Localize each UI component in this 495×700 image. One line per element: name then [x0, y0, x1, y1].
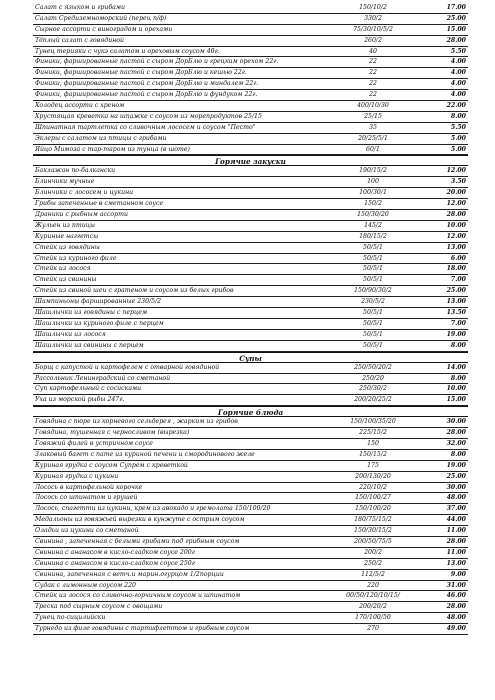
- dish-weight: 50/5/1: [363, 254, 383, 262]
- dish-price: 5.50: [450, 47, 466, 55]
- menu-row: [33, 461, 468, 472]
- dish-name: Холодец ассорти с хреном: [35, 102, 125, 110]
- dish-weight: 400/10/30: [357, 102, 389, 110]
- menu-row: [33, 232, 468, 243]
- menu-row: [33, 90, 468, 101]
- dish-price: 7.00: [450, 319, 466, 327]
- menu-row: [33, 47, 468, 58]
- dish-name: Финики, фаршированные пастой с сыром ДорБлю и грецким орехом 22г.: [35, 58, 279, 66]
- menu-row: [33, 624, 468, 635]
- dish-price: 28.00: [446, 211, 466, 219]
- dish-name: Тунец терияки с чукэ салатом и ореховым соусом 40г.: [35, 47, 220, 55]
- menu-row: [33, 68, 468, 79]
- dish-price: 8.00: [450, 341, 466, 349]
- dish-name: Жульен из птицы: [35, 221, 96, 229]
- menu-row: [33, 493, 468, 504]
- menu-row: [33, 570, 468, 581]
- menu-row: [33, 613, 468, 624]
- dish-name: Свинина , запеченная с белыми грибами под грибным соусом: [35, 537, 240, 545]
- dish-price: 12.00: [446, 167, 466, 175]
- dish-name: Медальоны из говяжьей вырезки в кунжуте с острым соусом: [35, 516, 245, 524]
- dish-price: 10.00: [446, 221, 466, 229]
- dish-name: Говядина с пюре из корневого сельдерея , жарким из грибов: [35, 418, 238, 426]
- dish-name: Свинина с ананасом в кисло-сладком соусе 250г: [35, 559, 195, 567]
- dish-price: 11.00: [446, 548, 466, 556]
- dish-weight: 220/10/2: [359, 483, 387, 491]
- menu-row: [33, 3, 468, 14]
- dish-name: Шашлычки из лосося: [35, 330, 106, 338]
- menu-row: [33, 264, 468, 275]
- menu-row: [33, 79, 468, 90]
- menu-table: [33, 3, 468, 635]
- dish-name: Шампиньоны фаршированные 230/5/2: [35, 298, 162, 306]
- dish-price: 19.00: [446, 461, 466, 469]
- dish-price: 4.00: [450, 69, 466, 77]
- dish-price: 25.00: [446, 287, 466, 295]
- menu-row: [33, 395, 468, 406]
- dish-name: Драники с рыбным ассорти: [35, 211, 128, 219]
- dish-weight: 330/2: [364, 14, 382, 22]
- dish-price: 28.00: [446, 36, 466, 44]
- dish-name: Финики, фаршированные пастой с сыром ДорБлю и фундуком 22г.: [35, 91, 258, 99]
- dish-name: Финики, фаршированные пастой с сыром ДорБлю и кешью 22г.: [35, 69, 247, 77]
- dish-weight: 260/2: [364, 36, 382, 44]
- menu-row: [33, 123, 468, 134]
- dish-weight: 270: [367, 625, 379, 633]
- dish-price: 13.00: [446, 559, 466, 567]
- dish-name: Борщ с капустой и картофелем с отварной говядиной: [35, 363, 220, 371]
- dish-price: 31.00: [446, 581, 466, 589]
- cold-items-group: [33, 3, 468, 155]
- dish-weight: 150/15/2: [359, 450, 387, 458]
- dish-name: Стейк из свиной шеи с гратеном и соусом из белых грибов: [35, 287, 234, 295]
- dish-weight: 150/10/2: [359, 4, 387, 11]
- dish-price: 10.00: [446, 385, 466, 393]
- dish-price: 30.00: [446, 483, 466, 491]
- dish-weight: 150/2: [364, 200, 382, 208]
- dish-price: 20.00: [446, 189, 466, 197]
- hot-dishes-group: [33, 417, 468, 635]
- dish-weight: 50/5/1: [363, 265, 383, 273]
- dish-price: 12.00: [446, 232, 466, 240]
- section-hot-snacks: Горячие закуски: [33, 155, 468, 166]
- menu-row: [33, 417, 468, 428]
- menu-row: [33, 101, 468, 112]
- dish-weight: 145/2: [364, 221, 382, 229]
- dish-name: Оладьи из цукини со сметаной: [35, 527, 139, 535]
- dish-weight: 50/5/1: [363, 319, 383, 327]
- dish-name: Свинина с ананасом в кисло-сладком соусе 200г: [35, 548, 195, 556]
- dish-weight: 25/15: [364, 112, 382, 120]
- dish-price: 6.00: [450, 254, 466, 262]
- dish-price: 19.00: [446, 330, 466, 338]
- menu-row: [33, 472, 468, 483]
- dish-name: Судак с лимонным соусом 220: [35, 581, 136, 589]
- dish-weight: 60/1: [366, 145, 380, 153]
- menu-row: [33, 221, 468, 232]
- dish-name: Хрустящая креветка на шпажке с соусом из морепродуктов 25/15: [35, 112, 262, 120]
- menu-row: [33, 384, 468, 395]
- menu-row: [33, 439, 468, 450]
- menu-row: [33, 210, 468, 221]
- dish-name: Злаковый багет с пате из куриной печени и смородинового желе: [35, 450, 255, 458]
- dish-name: Салат Средиземноморский (перец п/ф): [35, 14, 167, 22]
- menu-row: [33, 188, 468, 199]
- dish-name: Блинчики с лососем и цукини: [35, 189, 134, 197]
- menu-row: [33, 602, 468, 613]
- dish-weight: 220: [367, 581, 379, 589]
- menu-row: [33, 254, 468, 265]
- hot-snacks-group: [33, 166, 468, 351]
- dish-weight: 170/100/50: [355, 614, 391, 622]
- menu-row: [33, 145, 468, 156]
- dish-weight: 22: [369, 80, 377, 88]
- dish-price: 8.00: [450, 112, 466, 120]
- dish-name: Лосось со шпинатом и грушей: [35, 494, 138, 502]
- dish-price: 15.00: [446, 396, 466, 404]
- dish-price: 48.00: [446, 494, 466, 502]
- dish-weight: 150/100/20: [355, 505, 391, 513]
- dish-weight: 112/5/2: [361, 570, 385, 578]
- dish-price: 30.00: [446, 418, 466, 426]
- dish-price: 7.00: [450, 276, 466, 284]
- dish-name: Говядина, тушенная с черносливом (вырезка): [35, 429, 190, 437]
- dish-weight: 22: [369, 91, 377, 99]
- dish-weight: 150/30/20: [357, 211, 389, 219]
- menu-row: [33, 483, 468, 494]
- dish-weight: 230/5/2: [361, 298, 385, 306]
- menu-row: [33, 428, 468, 439]
- dish-weight: 200/20/25/2: [354, 396, 392, 404]
- menu-row: [33, 112, 468, 123]
- dish-price: 49.00: [446, 625, 466, 633]
- dish-weight: 180/75/15/2: [354, 516, 392, 524]
- dish-price: 46.00: [446, 592, 466, 600]
- menu-row: [33, 548, 468, 559]
- dish-weight: 200/50/75/5: [354, 537, 392, 545]
- section-soups: Супы: [33, 352, 468, 363]
- dish-weight: 75/30/10/5/2: [353, 25, 393, 33]
- dish-weight: 225/15/2: [359, 429, 387, 437]
- dish-price: 9.00: [450, 570, 466, 578]
- dish-name: Говяжий филей в устричном соусе: [35, 439, 153, 447]
- dish-name: Стейк из свинины: [35, 276, 97, 284]
- dish-price: 5.50: [450, 123, 466, 131]
- menu-row: [33, 134, 468, 145]
- dish-price: 8.00: [450, 374, 466, 382]
- dish-weight: 190/15/2: [359, 167, 387, 175]
- dish-name: Салат с языком и грибами: [35, 4, 125, 11]
- dish-name: Грибы запеченные в сметанном соусе: [35, 200, 164, 208]
- dish-name: Рассольник Ленинградский со сметаной: [35, 374, 171, 382]
- dish-weight: 20/25/5/1: [358, 134, 388, 142]
- dish-weight: 200/130/20: [355, 472, 391, 480]
- dish-name: Сырное ассорти с виноградом и орехами: [35, 25, 173, 33]
- dish-price: 4.00: [450, 80, 466, 88]
- menu-row: [33, 57, 468, 68]
- dish-weight: 150/100/27: [355, 494, 391, 502]
- dish-weight: 40: [369, 47, 377, 55]
- dish-price: 37.00: [446, 505, 466, 513]
- dish-price: 28.00: [446, 429, 466, 437]
- menu-row: [33, 341, 468, 352]
- dish-price: 3.50: [450, 178, 466, 186]
- dish-name: Куриная грудка с цукини: [35, 472, 119, 480]
- dish-name: Куриные наггетсы: [35, 232, 99, 240]
- dish-weight: 200/2: [364, 548, 382, 556]
- dish-weight: 200/20/2: [359, 603, 387, 611]
- dish-weight: 22: [369, 58, 377, 66]
- menu-row: [33, 363, 468, 374]
- dish-name: Стейк из лосося со сливочно-горчичным соусом и шпинатом: [35, 592, 241, 600]
- dish-price: 48.00: [446, 614, 466, 622]
- dish-weight: 180/15/2: [359, 232, 387, 240]
- dish-name: Шашлычки из куриного филе с перцем: [35, 319, 164, 327]
- dish-weight: 22: [369, 69, 377, 77]
- dish-price: 13.50: [446, 309, 466, 317]
- soups-group: [33, 363, 468, 407]
- dish-price: 12.00: [446, 200, 466, 208]
- dish-name: Треска под сырным соусом с овощами: [35, 603, 163, 611]
- dish-weight: 35: [369, 123, 377, 131]
- dish-name: Турнедо из филе говядины с тартифлеттом и грибным соусом: [35, 625, 250, 633]
- dish-price: 44.00: [446, 516, 466, 524]
- dish-name: Яйцо Мимоза с тар-таром из тунца (в шоте): [35, 145, 190, 153]
- dish-price: 25.00: [446, 14, 466, 22]
- dish-price: 17.00: [446, 4, 466, 11]
- dish-name: Баклажан по-балкански: [35, 167, 116, 175]
- menu-row: [33, 308, 468, 319]
- dish-weight: 150/100/35/20: [350, 418, 396, 426]
- dish-price: 14.00: [446, 363, 466, 371]
- dish-price: 28.00: [446, 537, 466, 545]
- dish-name: Суп картофельный с сосисками: [35, 385, 142, 393]
- dish-weight: 100/30/1: [359, 189, 387, 197]
- menu-row: [33, 275, 468, 286]
- dish-price: 28.00: [446, 603, 466, 611]
- dish-name: Свинина, запеченная с ветч.и марин.огурцом 1/2порции: [35, 570, 224, 578]
- menu-row: [33, 14, 468, 25]
- menu-row: [33, 25, 468, 36]
- menu-row: [33, 199, 468, 210]
- dish-price: 22.00: [446, 102, 466, 110]
- dish-price: 15.00: [446, 25, 466, 33]
- menu-row: [33, 537, 468, 548]
- dish-name: Тунец по-сицилийски: [35, 614, 106, 622]
- dish-name: Стейк из куриного филе: [35, 254, 117, 262]
- menu-row: [33, 297, 468, 308]
- menu-row: [33, 559, 468, 570]
- dish-weight: 100: [367, 178, 379, 186]
- menu-row: [33, 166, 468, 177]
- menu-row: [33, 319, 468, 330]
- dish-weight: 50/5/1: [363, 309, 383, 317]
- dish-price: 18.00: [446, 265, 466, 273]
- menu-row: [33, 243, 468, 254]
- dish-name: Уха из морской рыбы 247г.: [35, 396, 125, 404]
- dish-price: 8.00: [450, 450, 466, 458]
- menu-row: [33, 36, 468, 47]
- dish-weight: 250/50/20/2: [354, 363, 392, 371]
- dish-price: 25.00: [446, 472, 466, 480]
- dish-weight: 250/20: [362, 374, 384, 382]
- dish-price: 4.00: [450, 58, 466, 66]
- dish-weight: 00/50/120/10/15/: [346, 592, 400, 600]
- dish-price: 11.00: [446, 527, 466, 535]
- dish-name: Шашлычки из говядины с перцем: [35, 309, 148, 317]
- menu-row: [33, 286, 468, 297]
- dish-weight: 150/90/30/2: [354, 287, 392, 295]
- section-hot-dishes: Горячие блюда: [33, 406, 468, 417]
- dish-weight: 150/30/15/2: [354, 527, 392, 535]
- dish-weight: 50/5/1: [363, 276, 383, 284]
- menu-row: [33, 515, 468, 526]
- dish-price: 13.00: [446, 243, 466, 251]
- dish-weight: 50/5/1: [363, 341, 383, 349]
- dish-weight: 50/5/1: [363, 243, 383, 251]
- dish-name: Стейк из говядины: [35, 243, 100, 251]
- dish-name: Блинчики мучные: [35, 178, 95, 186]
- menu-row: [33, 374, 468, 385]
- dish-price: 13.00: [446, 298, 466, 306]
- dish-weight: 50/5/1: [363, 330, 383, 338]
- dish-name: Финики, фаршированные пастой с сыром ДорБлю и миндалем 22г.: [35, 80, 259, 88]
- dish-name: Эклеры с салатом из птицы с грибами: [35, 134, 167, 142]
- dish-name: Шпинатная тартлетка со сливочным лососем и соусом "Песто": [35, 123, 256, 131]
- menu-row: [33, 591, 468, 602]
- dish-weight: 175: [367, 461, 379, 469]
- dish-price: 5.00: [450, 145, 466, 153]
- dish-weight: 150: [367, 439, 379, 447]
- menu-row: [33, 330, 468, 341]
- dish-name: Шашлычки из свинины с перцем: [35, 341, 144, 349]
- menu-row: [33, 581, 468, 592]
- menu-row: [33, 504, 468, 515]
- dish-weight: 250/2: [364, 559, 382, 567]
- dish-weight: 250/30/2: [359, 385, 387, 393]
- dish-name: Стейк из лосося: [35, 265, 91, 273]
- dish-name: Куриная грудка с соусом Супрем с креветкой: [35, 461, 188, 469]
- menu-row: [33, 526, 468, 537]
- dish-name: Тёплый салат с говядиной: [35, 36, 124, 44]
- dish-name: Лосось в картофельной корочке: [35, 483, 143, 491]
- dish-price: 4.00: [450, 91, 466, 99]
- menu-row: [33, 177, 468, 188]
- dish-price: 32.00: [446, 439, 466, 447]
- menu-row: [33, 450, 468, 461]
- dish-price: 5.00: [450, 134, 466, 142]
- dish-name: Лосось, спагетти из цукини, крем из авокадо и гремолата 150/100/20: [35, 505, 271, 513]
